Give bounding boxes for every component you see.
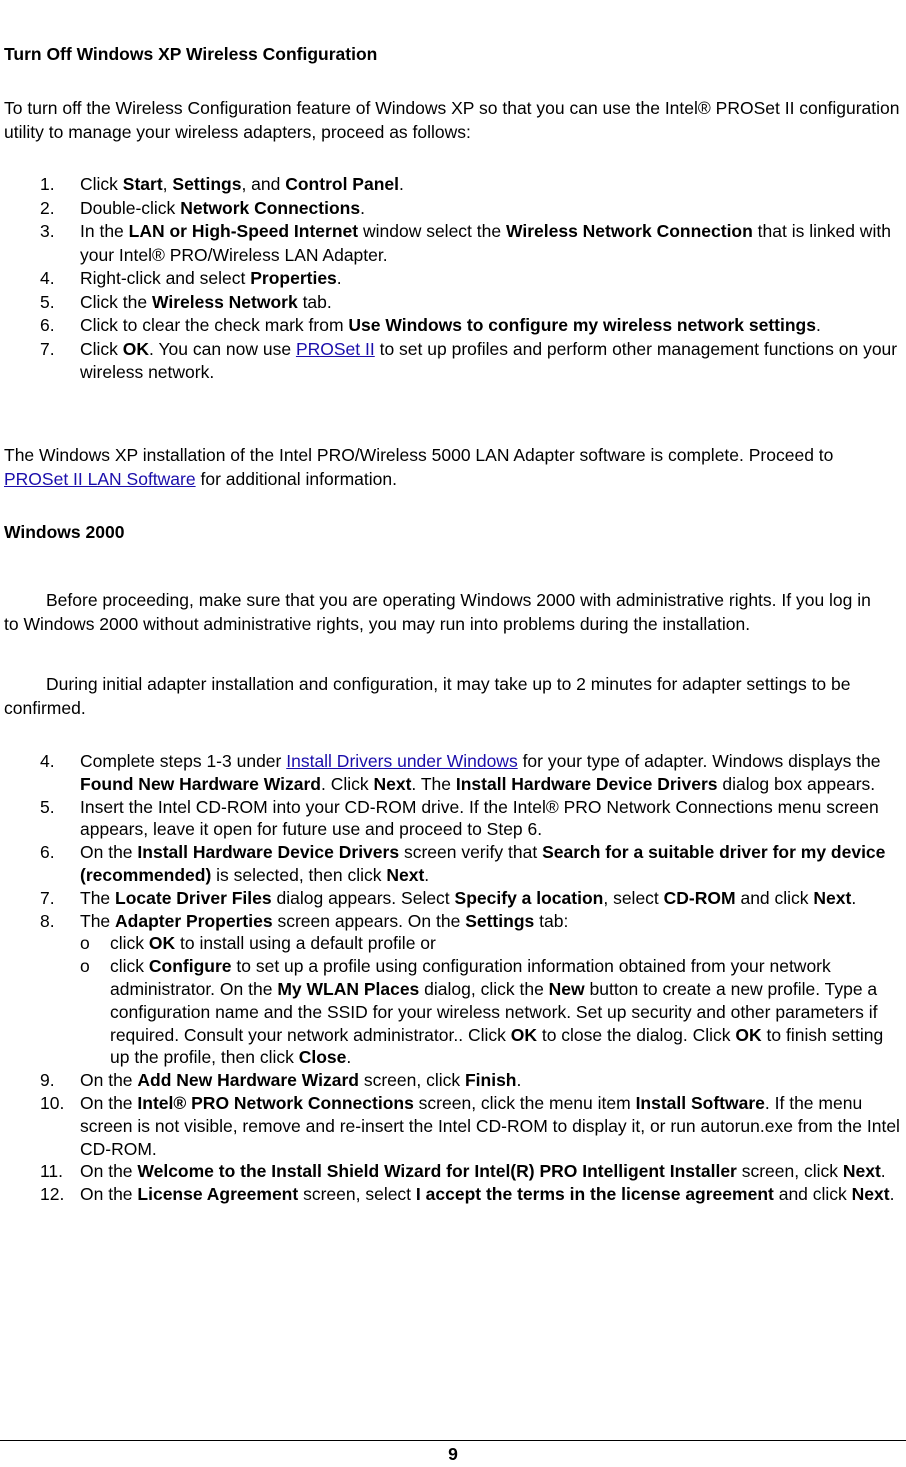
step-number: 4. bbox=[40, 751, 55, 771]
bold-term: License Agreement bbox=[137, 1184, 299, 1205]
text-run: to close the dialog. Click bbox=[536, 1024, 736, 1045]
step-number: 6. bbox=[40, 315, 55, 335]
bold-term: OK bbox=[735, 1024, 762, 1045]
bold-term: My WLAN Places bbox=[277, 978, 420, 999]
text-run: . You can now use bbox=[149, 338, 296, 359]
step-number: 2. bbox=[40, 197, 55, 218]
text-run: The Windows XP installation of the Intel PRO/Wireless 5000 LAN Adapter software is complete. Proceed to bbox=[4, 445, 834, 465]
step-item bbox=[40, 1183, 904, 1206]
bold-term: Settings bbox=[465, 910, 535, 931]
step-item bbox=[40, 314, 902, 338]
text-run: Click bbox=[80, 338, 123, 359]
step-item bbox=[40, 291, 902, 315]
text-run: . The bbox=[411, 773, 456, 794]
bold-term: Adapter Properties bbox=[115, 910, 273, 931]
text-run: On the bbox=[80, 1184, 138, 1205]
footer-divider bbox=[0, 1440, 906, 1441]
text-run: screen appears. On the bbox=[272, 910, 466, 931]
xp-intro: To turn off the Wireless Configuration feature of Windows XP so that you can use the Intel® PROSet II configuration utility to manage your wireless adapters, proceed as follows: bbox=[4, 98, 900, 142]
bold-term: Intel® PRO Network Connections bbox=[137, 1092, 414, 1113]
step-number: 7. bbox=[40, 338, 55, 359]
text-run: On the bbox=[80, 1092, 138, 1113]
text-run: and click bbox=[773, 1184, 852, 1205]
text-run: for your type of adapter. Windows displays the bbox=[517, 751, 881, 771]
step-item bbox=[40, 1092, 904, 1160]
bold-term: Control Panel bbox=[285, 174, 399, 194]
text-run: click bbox=[110, 933, 149, 954]
note-init-time: During initial adapter installation and configuration, it may take up to 2 minutes for adapter settings to be confirmed. bbox=[4, 674, 851, 718]
bold-term: Settings bbox=[172, 174, 242, 194]
text-run: click bbox=[110, 956, 149, 977]
step-item bbox=[40, 1069, 904, 1092]
note-admin-rights: Before proceeding, make sure that you are operating Windows 2000 with administrative rights. If you log in to Windows 2000 without administrative rights, you may run into problems during the installation. bbox=[4, 590, 871, 634]
text-run: to install using a default profile or bbox=[175, 933, 436, 954]
text-run: tab. bbox=[297, 291, 332, 312]
win2000-steps-list bbox=[40, 750, 904, 1206]
bold-term: Next bbox=[386, 864, 425, 885]
text-run: . If the menu screen is not visible, remove and re-insert the Intel CD-ROM to display it, or run autorun.exe from the Intel CD-ROM. bbox=[80, 1092, 900, 1159]
text-run: , and bbox=[241, 174, 286, 194]
sub-option-item bbox=[40, 932, 904, 955]
text-run: The bbox=[80, 910, 116, 931]
text-run: On the bbox=[80, 1070, 138, 1091]
text-run: tab: bbox=[534, 910, 569, 931]
text-run: Click bbox=[80, 174, 123, 194]
step-item bbox=[40, 910, 904, 1070]
text-run: screen verify that bbox=[399, 842, 543, 863]
bold-term: Use Windows to configure my wireless network settings bbox=[348, 315, 816, 335]
text-run: dialog, click the bbox=[419, 978, 549, 999]
bold-term: I accept the terms in the license agreement bbox=[415, 1184, 774, 1205]
text-run: screen, select bbox=[298, 1184, 416, 1205]
step-number: 8. bbox=[40, 910, 55, 931]
bold-term: Add New Hardware Wizard bbox=[137, 1070, 359, 1091]
step-number: 6. bbox=[40, 842, 55, 863]
section-title-win2000: Windows 2000 bbox=[4, 522, 125, 542]
text-run: window select the bbox=[358, 221, 506, 241]
sub-option-item bbox=[40, 955, 904, 1069]
step-item bbox=[40, 197, 902, 221]
bold-term: Found New Hardware Wizard bbox=[80, 773, 321, 794]
bullet-marker: o bbox=[80, 956, 90, 977]
text-run: In the bbox=[80, 221, 129, 241]
bold-term: Welcome to the Install Shield Wizard for Intel(R) PRO Intelligent Installer bbox=[137, 1161, 737, 1182]
text-run: dialog box appears. bbox=[717, 773, 876, 794]
step-item bbox=[40, 220, 902, 267]
text-run: to set up a profile using configuration information obtained from your network administrator. On the bbox=[110, 956, 831, 999]
text-run: dialog appears. Select bbox=[271, 887, 455, 908]
bold-term: Locate Driver Files bbox=[115, 887, 272, 908]
bold-term: Next bbox=[851, 1184, 890, 1205]
text-run: , select bbox=[603, 887, 664, 908]
text-run: Double-click bbox=[80, 197, 181, 218]
step-number: 4. bbox=[40, 268, 55, 288]
text-run: Click the bbox=[80, 291, 152, 312]
xp-complete-paragraph bbox=[4, 444, 902, 491]
bold-term: Specify a location bbox=[454, 887, 604, 908]
text-run: screen, click bbox=[358, 1070, 465, 1091]
text-run: . bbox=[889, 1184, 895, 1205]
text-run: . bbox=[399, 174, 404, 194]
bold-term: Start bbox=[122, 174, 163, 194]
text-run: Insert the Intel CD-ROM into your CD-ROM drive. If the Intel® PRO Network Connections menu screen appears, leave it open for future use and proceed to Step 6. bbox=[80, 796, 879, 840]
bold-term: Next bbox=[813, 887, 852, 908]
text-run: On the bbox=[80, 1161, 138, 1182]
step-item bbox=[40, 887, 904, 910]
step-number: 7. bbox=[40, 887, 55, 908]
step-item bbox=[40, 750, 904, 796]
bold-term: Close bbox=[298, 1047, 347, 1068]
bold-term: Install Hardware Device Drivers bbox=[455, 773, 718, 794]
bold-term: OK bbox=[148, 933, 176, 954]
page-number: 9 bbox=[448, 1444, 458, 1464]
text-run: Click to clear the check mark from bbox=[80, 315, 349, 335]
step-number: 12. bbox=[40, 1184, 65, 1205]
bold-term: Search for a suitable driver for my device (recommended) bbox=[80, 842, 886, 885]
text-run: . bbox=[815, 315, 821, 335]
doc-link[interactable]: PROSet II bbox=[295, 338, 375, 359]
doc-link[interactable]: Install Drivers under Windows bbox=[286, 751, 518, 771]
text-run: button to create a new profile. Type a configuration name and the SSID for your wireless network. Set up security and other parameters if required. Consult your network administrator.. Click bbox=[110, 978, 878, 1045]
bold-term: Configure bbox=[148, 956, 232, 977]
text-run: that is linked with your Intel® PRO/Wireless LAN Adapter. bbox=[80, 221, 891, 265]
step-item bbox=[40, 1160, 904, 1183]
bold-term: OK bbox=[122, 338, 150, 359]
bold-term: Next bbox=[842, 1161, 881, 1182]
bold-term: New bbox=[548, 978, 585, 999]
text-run: Right-click and select bbox=[80, 268, 251, 288]
bold-term: CD-ROM bbox=[663, 887, 736, 908]
step-number: 10. bbox=[40, 1092, 65, 1113]
text-run: . bbox=[516, 1070, 522, 1091]
text-run: to set up profiles and perform other management functions on your wireless network. bbox=[80, 338, 898, 382]
step-number: 5. bbox=[40, 796, 55, 817]
bold-term: Wireless Network Connection bbox=[505, 221, 753, 241]
text-run: for additional information. bbox=[195, 468, 397, 489]
step-item bbox=[40, 173, 902, 197]
text-run: . bbox=[424, 864, 430, 885]
text-run: is selected, then click bbox=[211, 864, 387, 885]
bold-term: LAN or High-Speed Internet bbox=[128, 221, 359, 241]
bold-term: Next bbox=[373, 773, 412, 794]
text-run: . bbox=[336, 268, 342, 288]
step-item bbox=[40, 841, 904, 887]
step-number: 5. bbox=[40, 291, 55, 312]
bold-term: Wireless Network bbox=[151, 291, 298, 312]
step-item bbox=[40, 267, 902, 291]
text-run: . bbox=[851, 887, 857, 908]
step-item bbox=[40, 796, 904, 842]
bold-term: OK bbox=[510, 1024, 537, 1045]
section-title-xp: Turn Off Windows XP Wireless Configuration bbox=[4, 44, 378, 64]
text-run: The bbox=[80, 887, 116, 908]
text-run: , bbox=[162, 174, 173, 194]
bold-term: Finish bbox=[464, 1070, 517, 1091]
text-run: On the bbox=[80, 842, 138, 863]
text-run: Complete steps 1-3 under bbox=[80, 751, 287, 771]
step-number: 3. bbox=[40, 221, 55, 241]
bold-term: Network Connections bbox=[180, 197, 361, 218]
text-run: . Click bbox=[320, 773, 374, 794]
step-number: 11. bbox=[40, 1161, 64, 1182]
text-run: and click bbox=[735, 887, 814, 908]
step-number: 1. bbox=[40, 174, 55, 194]
text-run: . bbox=[360, 197, 365, 218]
sub-options bbox=[40, 932, 904, 1069]
bold-term: Properties bbox=[250, 268, 337, 288]
doc-link[interactable]: PROSet II LAN Software bbox=[4, 468, 196, 489]
text-run: to finish setting up the profile, then click bbox=[110, 1024, 884, 1068]
step-number: 9. bbox=[40, 1070, 55, 1091]
text-run: . bbox=[346, 1047, 352, 1068]
bullet-marker: o bbox=[80, 933, 90, 954]
bold-term: Install Software bbox=[635, 1092, 765, 1113]
text-run: screen, click the menu item bbox=[413, 1092, 636, 1113]
xp-steps-list bbox=[40, 173, 902, 385]
text-run: . bbox=[880, 1161, 886, 1182]
text-run: screen, click bbox=[736, 1161, 843, 1182]
bold-term: Install Hardware Device Drivers bbox=[137, 842, 400, 863]
step-item bbox=[40, 338, 902, 385]
